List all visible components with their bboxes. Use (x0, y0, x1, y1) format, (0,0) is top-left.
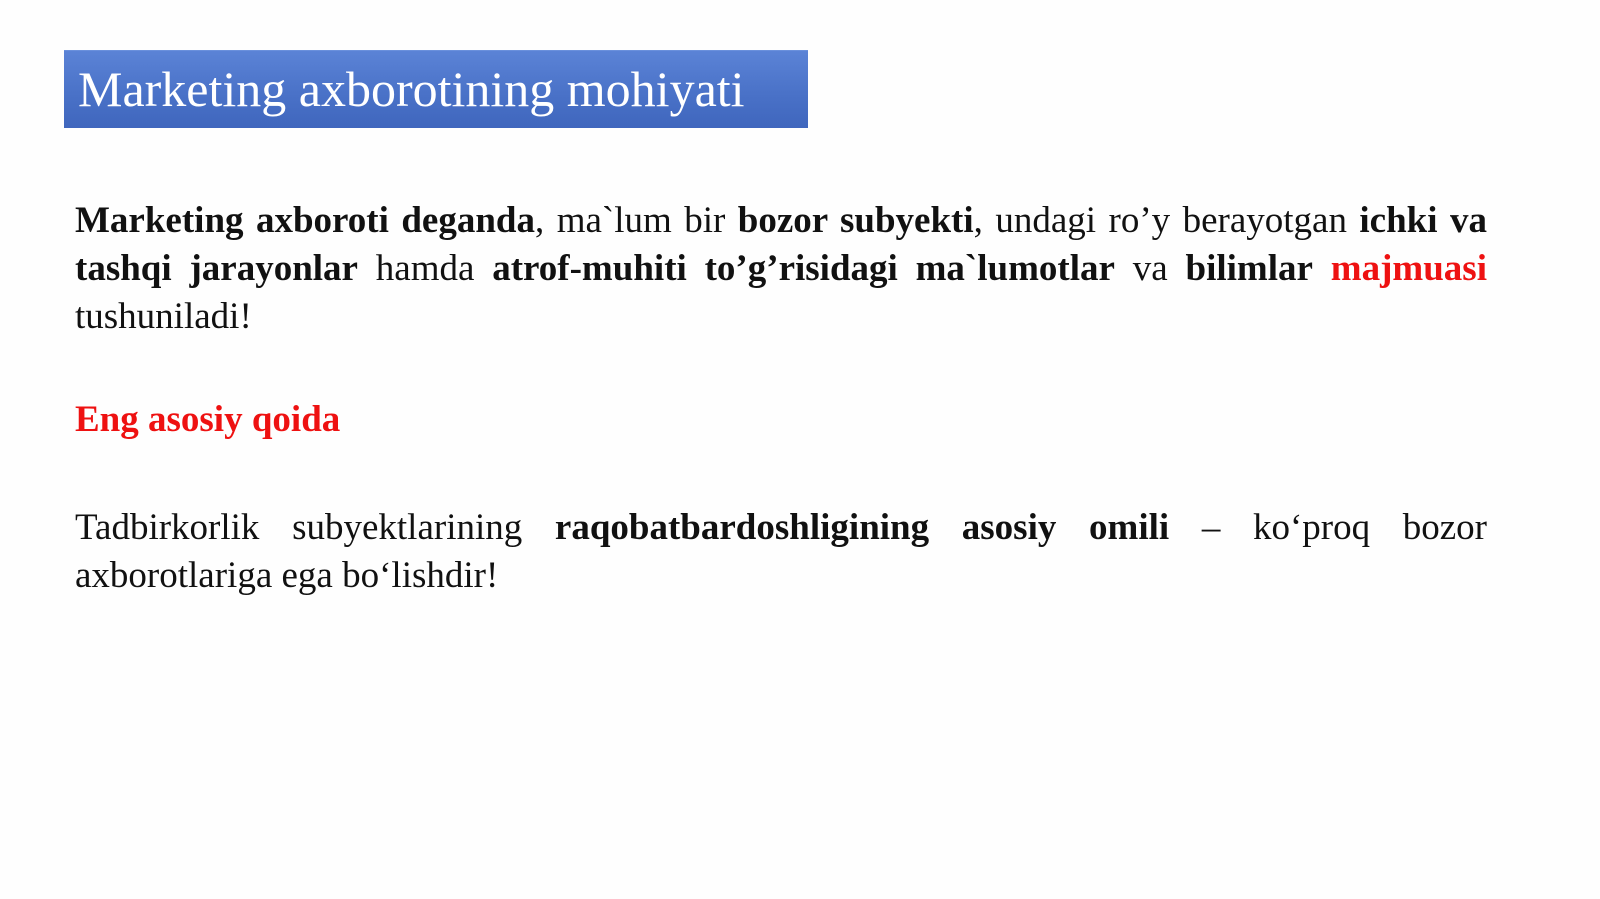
text-segment: Tadbirkorlik subyektlarining (75, 507, 555, 548)
term-malumotlar: atrof-muhiti to’g’risidagi ma`lumotlar (492, 248, 1115, 289)
text-segment: , undagi ro’y berayotgan (973, 200, 1360, 241)
term-marketing-axboroti: Marketing axboroti deganda (75, 200, 536, 241)
text-segment (1313, 248, 1331, 289)
text-segment: , ma`lum bir (535, 200, 738, 241)
text-segment: tushuniladi! (75, 296, 252, 337)
rule-heading: Eng asosiy qoida (75, 399, 341, 440)
rule-paragraph (75, 504, 1487, 600)
text-segment: va (1114, 248, 1186, 289)
term-raqobatbardoshlik: raqobatbardoshligining asosiy omili (554, 507, 1170, 548)
term-bilimlar: bilimlar (1185, 248, 1313, 289)
text-segment: hamda (357, 248, 493, 289)
title-banner (64, 50, 808, 128)
term-majmuasi: majmuasi (1330, 248, 1487, 289)
slide-title: Marketing axborotining mohiyati (78, 61, 745, 117)
text-segment: – ko‘proq bozor axborotlariga ega bo‘lishdir! (75, 507, 1488, 596)
term-jarayonlar: ichki va tashqi jarayonlar (75, 200, 1487, 289)
term-bozor-subyekti: bozor subyekti (737, 200, 974, 241)
definition-paragraph (75, 197, 1487, 341)
